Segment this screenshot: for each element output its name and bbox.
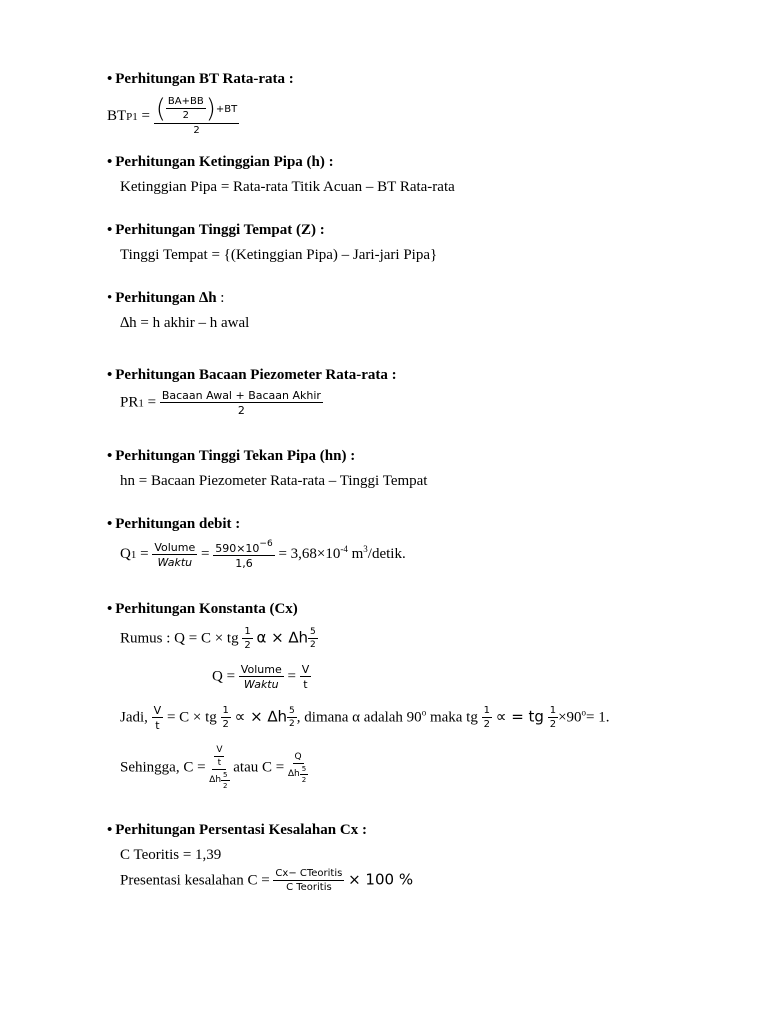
pr-fraction: $\frac{\text{Bacaan Awal + Bacaan Akhir}}{2}$ <box>161 389 321 417</box>
formula-sehingga: Sehingga, C = $\frac{V}{t}$ ∆h $\frac{5}{2}$ atau C = Q ∆h $\frac{5}{2}$ <box>120 745 307 790</box>
formula-debit: Q1 = $\frac{\text{Volume}}{\text{Waktu}}$ = $\frac{590\times 10^{-6}}{1,6}$ = $3,68\times 10^{-4}$ $m^3$/detik. <box>120 539 406 570</box>
heading-tinggi-tempat: • Perhitungan Tinggi Tempat (Z) : <box>107 222 325 238</box>
heading-konstanta-cx: • Perhitungan Konstanta (Cx) <box>107 601 298 617</box>
formula-jadi: Jadi, $\frac{V}{t}$ = C × tg $\frac{1}{2}$ ∝ × ∆h $\frac{5}{2}$ , dimana α adalah 90$^o$ maka tg $\frac{1}{2}$ ∝ = tg $\frac{1}{2}$ $\times 90^o= 1$. <box>120 704 610 732</box>
error-fraction: $\frac{\text{Cx− CTeoritis}}{\text{C Teoritis}}$ <box>275 868 343 893</box>
formula-presentasi-kesalahan: Presentasi kesalahan C = $\frac{\text{Cx− CTeoritis}}{\text{C Teoritis}}$ × 100 % <box>120 868 414 893</box>
heading-ketinggian-pipa: • Perhitungan Ketinggian Pipa (h) : <box>107 154 334 170</box>
heading-bt-rata-rata: • Perhitungan BT Rata-rata : <box>107 71 294 87</box>
debit-value-fraction: $\frac{590\times 10^{-6}}{1,6}$ <box>215 539 273 570</box>
formula-rumus: Rumus : Q = C × tg $\frac{1}{2}$ α × ∆h $\frac{5}{2}$ <box>120 626 316 651</box>
heading-delta-h: • Perhitungan ∆h : <box>107 290 225 306</box>
text-c-teoritis: C Teoritis = 1,39 <box>120 847 222 863</box>
bt-fraction: ( $\frac{BA+BB}{2}$ )+BT 2 <box>155 94 238 136</box>
formula-q-volume: Q = $\frac{\text{Volume}}{\text{Waktu}}$ = $\frac{V}{t}$ <box>212 663 310 691</box>
formula-hn: hn = Bacaan Piezometer Rata-rata – Tinggi Tempat <box>120 473 428 489</box>
heading-persentasi-kesalahan: • Perhitungan Persentasi Kesalahan Cx : <box>107 822 367 838</box>
formula-pr: PR1 = $\frac{\text{Bacaan Awal + Bacaan Akhir}}{2}$ <box>120 389 321 417</box>
formula-tinggi-tempat: Tinggi Tempat = {(Ketinggian Pipa) – Jari-jari Pipa} <box>120 247 438 263</box>
heading-bacaan-piezometer: • Perhitungan Bacaan Piezometer Rata-rata : <box>107 367 397 383</box>
formula-bt-rata-rata: BTP1 = ( $\frac{BA+BB}{2}$ )+BT 2 <box>107 94 238 136</box>
heading-tinggi-tekan: • Perhitungan Tinggi Tekan Pipa (hn) : <box>107 448 356 464</box>
heading-debit: • Perhitungan debit : <box>107 516 241 532</box>
volume-waktu-fraction: $\frac{\text{Volume}}{\text{Waktu}}$ <box>154 540 196 569</box>
formula-ketinggian-pipa: Ketinggian Pipa = Rata-rata Titik Acuan – BT Rata-rata <box>120 179 455 195</box>
formula-delta-h: ∆h = h akhir – h awal <box>120 315 250 331</box>
